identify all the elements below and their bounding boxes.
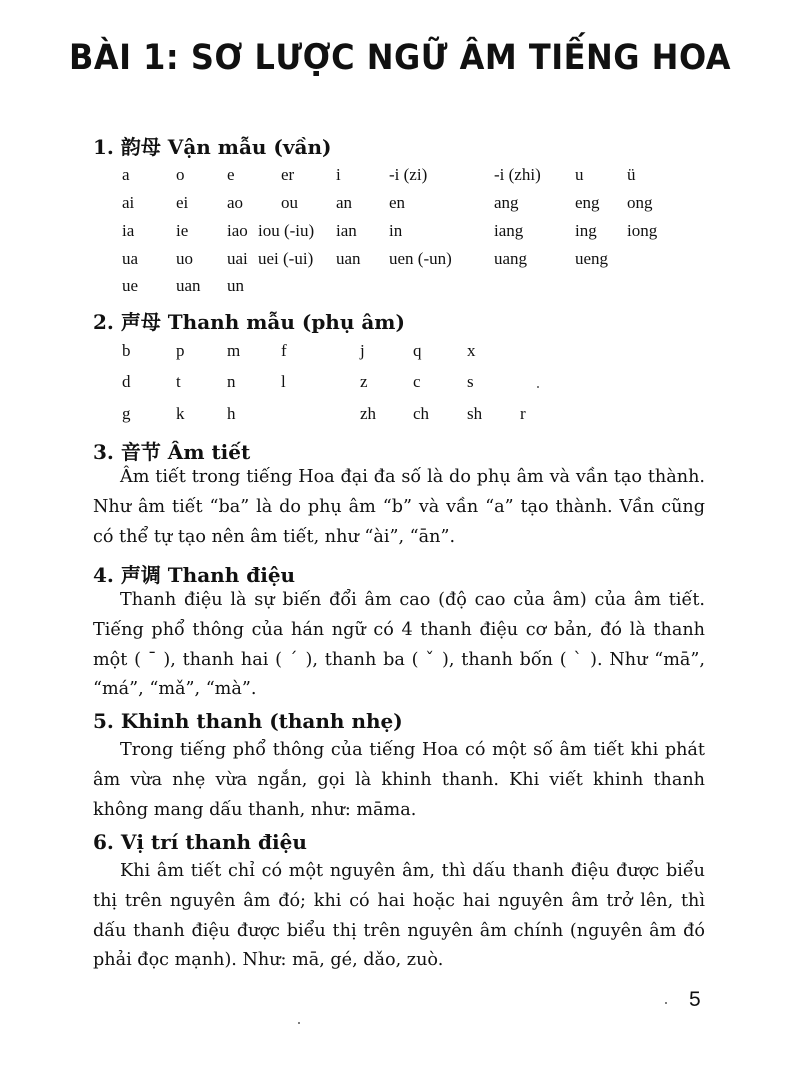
- final-cell: iao: [227, 221, 248, 240]
- initial-cell: x: [467, 341, 476, 360]
- initial-cell: t: [176, 372, 181, 391]
- initial-cell: n: [227, 372, 236, 391]
- final-cell: ong: [627, 193, 653, 212]
- initial-cell: m: [227, 341, 241, 360]
- final-cell: ian: [336, 221, 357, 240]
- initial-cell: r: [520, 404, 526, 423]
- initial-cell: k: [176, 404, 185, 423]
- final-cell: uan: [176, 276, 201, 295]
- page-title: BÀI 1: SƠ LƯỢC NGỮ ÂM TIẾNG HOA: [68, 36, 732, 78]
- section-heading-syllable: 3. 音节 Âm tiết: [93, 440, 251, 464]
- final-cell: er: [281, 165, 295, 184]
- scan-speck: [298, 1022, 300, 1024]
- final-cell: uang: [494, 249, 528, 268]
- final-cell: eng: [575, 193, 600, 212]
- initial-cell: ch: [413, 404, 430, 423]
- final-cell: ei: [176, 193, 189, 212]
- initial-cell: d: [122, 372, 131, 391]
- final-cell: ueng: [575, 249, 609, 268]
- paragraph-tones: Thanh điệu là sự biến đổi âm cao (độ cao của âm) của âm tiết. Tiếng phổ thông của hán ngữ có 4 thanh điệu cơ bản, đó là thanh một ( ˉ ), thanh hai ( ˊ ), thanh ba ( ˇ ), thanh bốn ( ˋ ). Như “mā”, “má”, “mǎ”, “mà”.: [93, 590, 705, 700]
- final-cell: uo: [176, 249, 193, 268]
- final-cell: un: [227, 276, 244, 295]
- initial-cell: b: [122, 341, 131, 360]
- final-cell: ao: [227, 193, 244, 212]
- initial-cell: z: [360, 372, 368, 391]
- initial-cell: p: [176, 341, 185, 360]
- initial-cell: s: [467, 372, 474, 391]
- final-cell: iou (-iu): [258, 221, 315, 240]
- paragraph-tone-position: Khi âm tiết chỉ có một nguyên âm, thì dấu thanh điệu được biểu thị trên nguyên âm đó; khi có hai hoặc hai nguyên âm trở lên, thì dấu thanh điệu được biểu thị trên nguyên âm chính (nguyên âm đó phải đọc mạnh). Như: mā, gé, dǎo, zuò.: [93, 861, 705, 971]
- final-cell: uei (-ui): [258, 249, 314, 268]
- initial-cell: f: [281, 341, 287, 360]
- initial-cell: zh: [360, 404, 377, 423]
- final-cell: ia: [122, 221, 135, 240]
- final-cell: uen (-un): [389, 249, 452, 268]
- final-cell: o: [176, 165, 185, 184]
- section-heading-neutral-tone: 5. Khinh thanh (thanh nhẹ): [93, 709, 403, 733]
- initial-cell: l: [281, 372, 286, 391]
- initial-cell: j: [360, 341, 365, 360]
- initial-cell: h: [227, 404, 236, 423]
- final-cell: en: [389, 193, 406, 212]
- final-cell: ai: [122, 193, 135, 212]
- section-heading-finals: 1. 韵母 Vận mẫu (vần): [93, 135, 332, 159]
- final-cell: a: [122, 165, 130, 184]
- section-heading-tones: 4. 声调 Thanh điệu: [93, 563, 296, 587]
- final-cell: ua: [122, 249, 139, 268]
- final-cell: an: [336, 193, 353, 212]
- final-cell: in: [389, 221, 403, 240]
- scan-speck: [537, 386, 539, 388]
- section-heading-initials: 2. 声母 Thanh mẫu (phụ âm): [93, 310, 405, 334]
- initial-cell: q: [413, 341, 422, 360]
- paragraph-neutral-tone: Trong tiếng phổ thông của tiếng Hoa có một số âm tiết khi phát âm vừa nhẹ vừa ngắn, gọi là khinh thanh. Khi viết khinh thanh không mang dấu thanh, như: māma.: [93, 740, 705, 820]
- final-cell: iang: [494, 221, 524, 240]
- final-cell: u: [575, 165, 584, 184]
- section-heading-tone-position: 6. Vị trí thanh điệu: [93, 830, 307, 854]
- final-cell: ing: [575, 221, 597, 240]
- final-cell: e: [227, 165, 235, 184]
- initial-cell: g: [122, 404, 131, 423]
- final-cell: iong: [627, 221, 658, 240]
- paragraph-syllable: Âm tiết trong tiếng Hoa đại đa số là do phụ âm và vần tạo thành. Như âm tiết “ba” là do phụ âm “b” và vần “a” tạo thành. Vần cũng có thể tự tạo nên âm tiết, như “ài”, “ān”.: [93, 467, 705, 547]
- final-cell: ou: [281, 193, 298, 212]
- final-cell: ue: [122, 276, 139, 295]
- final-cell: uai: [227, 249, 248, 268]
- final-cell: uan: [336, 249, 361, 268]
- initial-cell: sh: [467, 404, 483, 423]
- final-cell: ang: [494, 193, 519, 212]
- page-number: 5: [689, 988, 701, 1011]
- final-cell: i: [336, 165, 341, 184]
- final-cell: -i (zhi): [494, 165, 541, 184]
- final-cell: ie: [176, 221, 189, 240]
- scan-speck: [665, 1002, 667, 1004]
- final-cell: ü: [627, 165, 636, 184]
- initial-cell: c: [413, 372, 421, 391]
- final-cell: -i (zi): [389, 165, 428, 184]
